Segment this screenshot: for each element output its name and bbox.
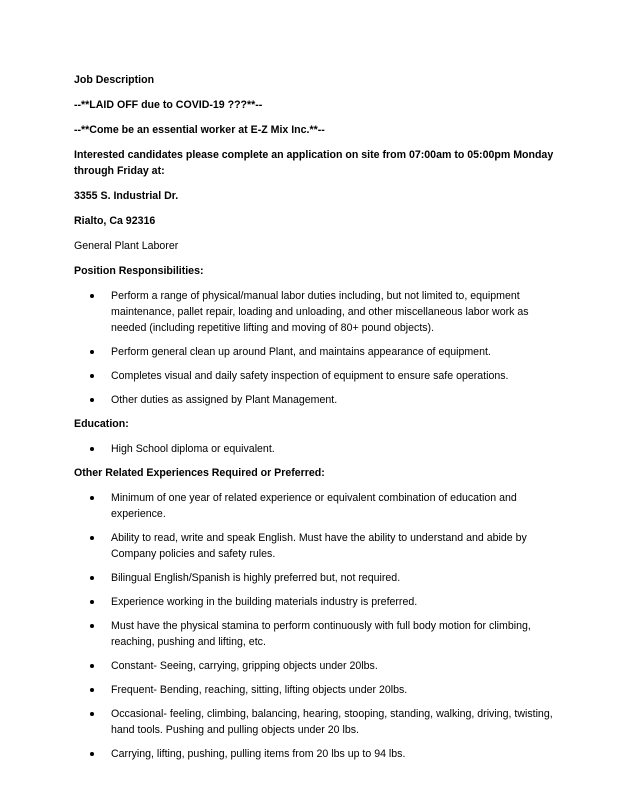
list-item	[74, 706, 554, 738]
list-item-text: High School diploma or equivalent.	[111, 443, 275, 455]
job-description-heading: Job Description	[74, 74, 155, 86]
address-line-1: 3355 S. Industrial Dr.	[74, 190, 179, 202]
list-item	[74, 658, 554, 674]
bullet-icon	[90, 664, 94, 668]
experience-list	[74, 490, 554, 762]
list-item	[74, 682, 554, 698]
address-line-2: Rialto, Ca 92316	[74, 215, 156, 227]
list-item-text: Perform a range of physical/manual labor duties including, but not limited to, equipment maintenance, pallet repair, loading and unloading, and other miscellaneous labor work as needed (including repetitive lifting and moving of 80+ pound objects).	[111, 290, 529, 334]
application-info: Interested candidates please complete an application on site from 07:00am to 05:00pm Monday through Friday at:	[74, 149, 554, 177]
bullet-icon	[90, 398, 94, 402]
list-item-text: Occasional- feeling, climbing, balancing, hearing, stooping, standing, walking, driving, twisting, hand tools. Pushing and pulling objects under 20 lbs.	[111, 708, 553, 736]
list-item-text: Constant- Seeing, carrying, gripping objects under 20lbs.	[111, 660, 378, 672]
responsibilities-heading: Position Responsibilities:	[74, 265, 204, 277]
list-item-text: Other duties as assigned by Plant Management.	[111, 394, 338, 406]
list-item	[74, 530, 554, 562]
list-item-text: Frequent- Bending, reaching, sitting, lifting objects under 20lbs.	[111, 684, 408, 696]
list-item	[74, 441, 554, 457]
education-heading: Education:	[74, 418, 129, 430]
bullet-icon	[90, 536, 94, 540]
bullet-icon	[90, 374, 94, 378]
bullet-icon	[90, 624, 94, 628]
list-item	[74, 490, 554, 522]
list-item-text: Bilingual English/Spanish is highly preferred but, not required.	[111, 572, 401, 584]
list-item-text: Minimum of one year of related experience or equivalent combination of education and experience.	[111, 492, 517, 520]
list-item	[74, 368, 554, 384]
bullet-icon	[90, 350, 94, 354]
list-item	[74, 746, 554, 762]
list-item-text: Must have the physical stamina to perform continuously with full body motion for climbing, reaching, pushing and lifting, etc.	[111, 620, 531, 648]
job-posting	[74, 72, 554, 770]
list-item-text: Completes visual and daily safety inspection of equipment to ensure safe operations.	[111, 370, 509, 382]
list-item	[74, 288, 554, 336]
bullet-icon	[90, 447, 94, 451]
bullet-icon	[90, 576, 94, 580]
bullet-icon	[90, 496, 94, 500]
list-item-text: Perform general clean up around Plant, and maintains appearance of equipment.	[111, 346, 491, 358]
education-list	[74, 441, 554, 457]
essential-worker-line: --**Come be an essential worker at E-Z Mix Inc.**--	[74, 124, 325, 136]
responsibilities-list	[74, 288, 554, 408]
bullet-icon	[90, 294, 94, 298]
laid-off-line: --**LAID OFF due to COVID-19 ???**--	[74, 99, 263, 111]
list-item	[74, 594, 554, 610]
list-item	[74, 618, 554, 650]
bullet-icon	[90, 752, 94, 756]
list-item-text: Experience working in the building materials industry is preferred.	[111, 596, 418, 608]
bullet-icon	[90, 600, 94, 604]
list-item	[74, 570, 554, 586]
bullet-icon	[90, 712, 94, 716]
list-item	[74, 344, 554, 360]
list-item-text: Ability to read, write and speak English. Must have the ability to understand and abide by Company policies and safety rules.	[111, 532, 527, 560]
list-item-text: Carrying, lifting, pushing, pulling items from 20 lbs up to 94 lbs.	[111, 748, 406, 760]
experience-heading: Other Related Experiences Required or Preferred:	[74, 467, 325, 479]
list-item	[74, 392, 554, 408]
job-title: General Plant Laborer	[74, 240, 179, 252]
bullet-icon	[90, 688, 94, 692]
